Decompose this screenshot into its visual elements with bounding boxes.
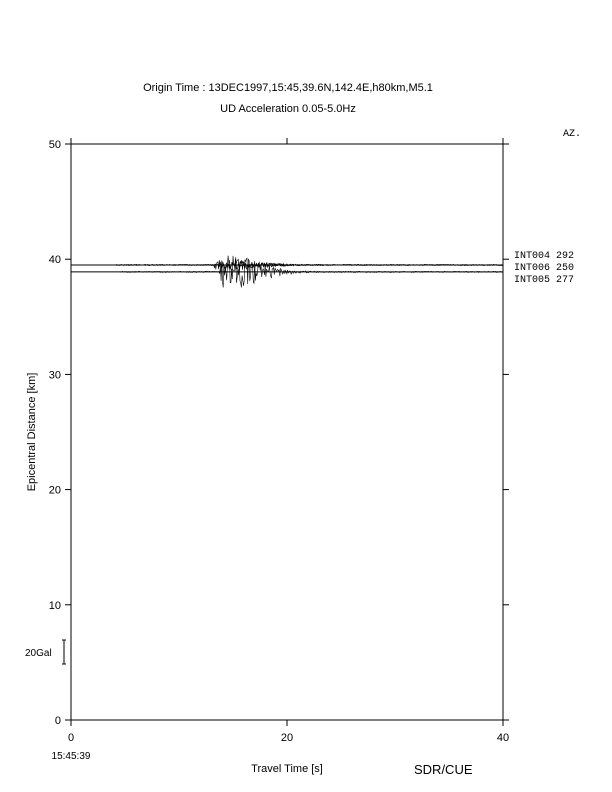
x-tick-label: 40 [496, 732, 510, 744]
credit-label: SDR/CUE [414, 762, 473, 777]
x-tick-label: 20 [280, 732, 294, 744]
axes-layer [26, 129, 581, 775]
station-label-int006: INT006 250 [514, 263, 575, 274]
y-tick-label: 50 [48, 139, 61, 151]
waveform-int005 [120, 256, 503, 288]
scale-bar-label: 20Gal [25, 648, 52, 659]
y-tick-label: 0 [54, 715, 61, 727]
chart-subtitle: UD Acceleration 0.05-5.0Hz [220, 103, 356, 115]
station-labels [514, 251, 574, 286]
station-label-int004: INT004 292 [514, 251, 575, 262]
station-label-int005: INT005 277 [514, 275, 575, 286]
x-axis-label: Travel Time [s] [251, 763, 323, 775]
chart-title: Origin Time : 13DEC1997,15:45,39.6N,142.4E,h80km,M5.1 [143, 82, 433, 94]
azimuth-header: AZ. [563, 129, 582, 140]
y-tick-label: 20 [48, 484, 61, 497]
amplitude-scale-bar [25, 640, 66, 664]
x-tick-label: 0 [67, 732, 75, 744]
origin-clock-label: 15:45:39 [51, 751, 91, 762]
y-tick-label: 40 [48, 254, 61, 267]
y-tick-label: 10 [48, 599, 61, 612]
waveform-traces [71, 256, 503, 288]
y-axis-label: Epicentral Distance [km] [26, 372, 38, 492]
y-tick-label: 30 [48, 369, 61, 382]
plot-frame [71, 144, 503, 720]
